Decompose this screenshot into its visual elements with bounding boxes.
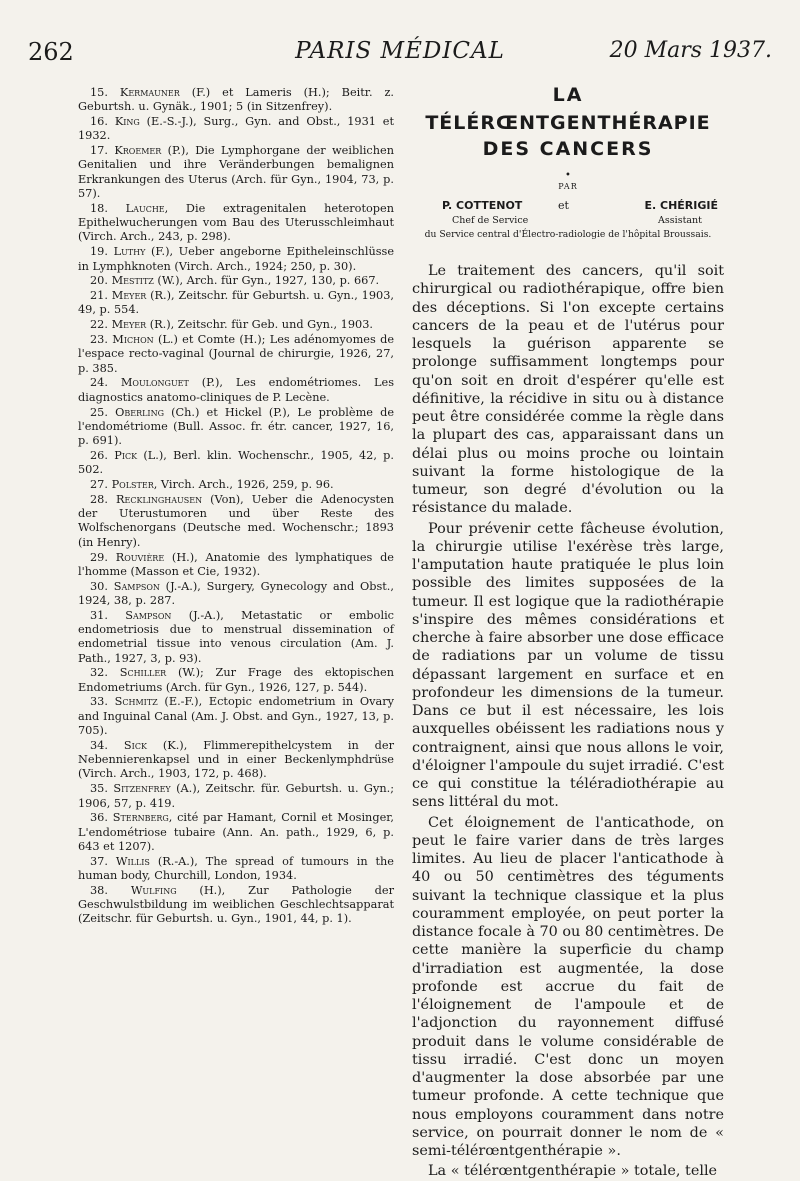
- article-column: [412, 84, 724, 1181]
- reference-number: 28.: [90, 492, 108, 506]
- reference-author: Meyer: [111, 318, 147, 332]
- reference-text: (Von), Ueber die Adenocysten der Uterustumoren und über Reste des Wolfschenorgans (Deutsche med. Wochenschr.; 1893 (in Henry).: [78, 492, 395, 549]
- reference-number: 30.: [90, 579, 108, 593]
- reference-text: (J.-A.), Surgery, Gynecology and Obst., 1924, 38, p. 287.: [78, 579, 394, 607]
- reference-author: Sternberg: [112, 811, 169, 825]
- reference-number: 24.: [90, 376, 108, 390]
- reference-text: , cité par Hamant, Cornil et Mosinger, L'endométriose tubaire (Ann. An. path., 1929, 6, p. 643 et 1207).: [78, 811, 395, 853]
- reference-number: 37.: [90, 854, 108, 868]
- paragraph: La « télérœntgenthérapie » totale, telle: [428, 1163, 718, 1180]
- reference-number: 22.: [90, 318, 108, 332]
- reference-item: [78, 289, 394, 318]
- paragraph: Le traitement des cancers, qu'il soit chirurgical ou radiothérapique, offre bien des déceptions. Si l'on excepte certains cancers de la peau et de l'utérus pour lesquels la guérison apparente se prolonge suffisamment longtemps pour qu'on soit en droit d'espérer qu'elle est définitive, la récidive in situ ou à distance peut être considérée comme la règle dans la plupart des cas, apparaissant dans un délai plus ou moins proche ou lointain suivant la forme histologique de la tumeur, son degré d'évolution ou la résistance du malade.: [412, 263, 724, 517]
- reference-item: [78, 86, 394, 115]
- reference-text: (P.), Die Lymphorgane der weiblichen Genitalien und ihre Veränderbungen bemalignen Erkrankungen des Uterus (Arch. für Gyn., 1904, 73, p. 57).: [78, 144, 394, 201]
- reference-author: Luthy: [113, 245, 146, 259]
- reference-author: Sampson: [113, 579, 160, 593]
- reference-item: [78, 739, 394, 782]
- reference-item: [78, 580, 394, 609]
- reference-author: Schmitz: [114, 695, 158, 709]
- reference-text: (E.-S.-J.), Surg., Gyn. and Obst., 1931 et 1932.: [78, 115, 395, 143]
- reference-author: Kermauner: [119, 86, 180, 99]
- reference-text: (P.), Les endométriomes. Les diagnostics anatomo-cliniques de P. Lecène.: [78, 376, 394, 404]
- issue-date: 20 Mars 1937.: [609, 38, 772, 63]
- reference-author: Moulonguet: [120, 376, 189, 390]
- reference-author: Recklinghausen: [116, 492, 203, 506]
- article-title-line2: TÉLÉRŒNTGENTHÉRAPIE: [425, 112, 711, 134]
- reference-number: 18.: [90, 201, 108, 215]
- page-number: 262: [28, 38, 74, 66]
- reference-author: Lauche: [125, 201, 165, 215]
- reference-item: [78, 376, 394, 405]
- reference-author: Schiller: [119, 666, 167, 680]
- reference-number: 19.: [90, 245, 108, 259]
- references-column: [78, 86, 394, 927]
- author-cherigie: E. CHÉRIGIÉ: [644, 199, 718, 212]
- reference-item: [78, 855, 394, 884]
- reference-author: Oberling: [115, 405, 164, 419]
- reference-number: 17.: [90, 144, 108, 158]
- reference-author: Meyer: [111, 289, 147, 303]
- reference-number: 15.: [90, 86, 108, 99]
- reference-text: (F.), Ueber angeborne Epitheleinschlüsse in Lymphknoten (Virch. Arch., 1924; 250, p. 30).: [78, 245, 395, 273]
- reference-number: 25.: [90, 405, 108, 419]
- reference-number: 32.: [90, 666, 108, 680]
- role-assistant: Assistant: [658, 215, 702, 226]
- reference-item: [78, 695, 394, 738]
- reference-author: Sick: [123, 738, 147, 752]
- reference-item: [78, 202, 394, 245]
- reference-item: [78, 115, 394, 144]
- separator-dot: •: [565, 170, 571, 181]
- reference-item: [78, 884, 394, 927]
- reference-number: 26.: [90, 448, 108, 462]
- reference-item: [78, 406, 394, 449]
- reference-number: 38.: [90, 883, 108, 897]
- author-cottenot: P. COTTENOT: [442, 199, 523, 212]
- author-conjunction: et: [558, 199, 569, 212]
- reference-number: 23.: [90, 333, 108, 347]
- reference-number: 33.: [90, 695, 108, 709]
- paragraph: Cet éloignement de l'anticathode, on peut le faire varier dans de très larges limites. Au lieu de placer l'anticathode à 40 ou 50 centimètres des téguments suivant la technique classique et la plus couramment employée, on peut porter la distance focale à 70 ou 80 centimètres. De cette manière la superficie du champ d'irradiation est augmentée, la dose profonde est accrue du fait de l'éloignement de l'ampoule et de l'adjonction du rayonnement diffusé produit dans le volume considérable de tissu irradié. C'est donc un moyen d'augmenter la dose absorbée par une tumeur profonde. A cette technique que nous employons couramment dans notre service, on pourrait donner le nom de « semi-télérœntgenthérapie ».: [412, 814, 724, 1159]
- reference-text: (Ch.) et Hickel (P.), Le problème de l'endométriome (Bull. Assoc. fr. étr. cancer, 1927, 16, p. 691).: [78, 405, 395, 448]
- reference-author: Michon: [112, 333, 154, 347]
- article-body: [412, 262, 724, 1181]
- reference-item: [78, 811, 394, 854]
- reference-author: Sitzenfrey: [113, 782, 171, 796]
- reference-text: (K.), Flimmerepithelcystem in der Nebennierenkapsel und in einer Beckenlymphdrüse (Virch. Arch., 1903, 172, p. 468).: [78, 738, 395, 781]
- reference-text: (R.), Zeitschr. für Geburtsh. u. Gyn., 1903, 49, p. 554.: [78, 289, 394, 317]
- reference-text: (L.) et Comte (H.); Les adénomyomes de l'espace recto-vaginal (Journal de chirurgie, 1926, 27, p. 385.: [78, 333, 395, 375]
- reference-text: (A.), Zeitschr. für. Geburtsh. u. Gyn.; 1906, 57, p. 419.: [78, 782, 394, 810]
- reference-text: (W.), Arch. für Gyn., 1927, 130, p. 667.: [153, 274, 380, 288]
- reference-text: (F.) et Lameris (H.); Beitr. z. Geburtsh. u. Gynäk., 1901; 5 (in Sitzenfrey).: [78, 86, 395, 114]
- reference-number: 21.: [90, 289, 108, 303]
- reference-item: [78, 666, 394, 695]
- author-roles: [412, 215, 724, 228]
- reference-text: (H.), Anatomie des lymphatiques de l'homme (Masson et Cie, 1932).: [78, 550, 394, 578]
- reference-author: Willis: [115, 854, 150, 868]
- reference-item: [78, 144, 394, 201]
- reference-text: (H.), Zur Pathologie der Geschwulstbildung im weiblichen Geschlechtsapparat (Zeitschr. für Geburtsh. u. Gyn., 1901, 44, p. 1).: [78, 883, 395, 926]
- reference-number: 36.: [90, 811, 108, 825]
- reference-text: (W.); Zur Frage des ektopischen Endometriums (Arch. für Gyn., 1926, 127, p. 544).: [78, 666, 394, 694]
- reference-item: [78, 551, 394, 580]
- reference-author: Wulfing: [130, 883, 177, 897]
- journal-title: PARIS MÉDICAL: [295, 38, 505, 64]
- reference-text: (R.-A.), The spread of tumours in the human body, Churchill, London, 1934.: [78, 854, 394, 883]
- reference-text: , Die extragenitalen heterotopen Epithelwucherungen vom Bau des Uterusschleimhaut (Virch. Arch., 243, p. 298).: [78, 201, 394, 244]
- reference-number: 20.: [90, 274, 108, 288]
- reference-item: [78, 449, 394, 478]
- reference-author: Polster: [111, 478, 154, 492]
- role-chef: Chef de Service: [452, 215, 529, 226]
- reference-text: (E.-F.), Ectopic endometrium in Ovary and Inguinal Canal (Am. J. Obst. and Gyn., 1927, 13, p. 705).: [78, 695, 394, 738]
- reference-text: (J.-A.), Metastatic or embolic endometriosis due to menstrual dissemination of endometrial tissue into venous circulation (Am. J. Path., 1927, 3, p. 93).: [78, 608, 395, 665]
- reference-item: [78, 333, 394, 376]
- reference-number: 27.: [90, 478, 108, 492]
- reference-item: [78, 245, 394, 274]
- reference-text: (R.), Zeitschr. für Geb. und Gyn., 1903.: [146, 318, 373, 332]
- author-line: [412, 199, 724, 215]
- reference-author: Mestitz: [111, 274, 154, 288]
- affiliation: du Service central d'Électro-radiologie de l'hôpital Broussais.: [424, 229, 712, 240]
- reference-number: 34.: [90, 738, 108, 752]
- reference-item: [78, 493, 394, 550]
- byline-par: PAR: [558, 182, 578, 191]
- reference-author: Pick: [114, 448, 138, 462]
- reference-item: [78, 274, 394, 288]
- reference-text: (L.), Berl. klin. Wochenschr., 1905, 42, p. 502.: [78, 448, 394, 477]
- reference-author: King: [114, 115, 140, 129]
- reference-item: [78, 782, 394, 811]
- reference-number: 31.: [90, 608, 108, 622]
- paragraph: Pour prévenir cette fâcheuse évolution, la chirurgie utilise l'exérèse très large, l'amputation haute pratiquée le plus loin possible des limites supposées de la tumeur. Il est logique que la radiothérapie s'inspire des mêmes considérations et cherche à faire absorber une dose efficace de radiations par un volume de tissu dépassant largement en surface et en profondeur les dimensions de la tumeur. Dans ce but il est nécessaire, les lois auxquelles obéissent les radiations nous y contraignent, ainsi que nous allons le voir, d'éloigner l'ampoule du sujet irradié. C'est ce qui constitue la téléradiothérapie au sens littéral du mot.: [412, 520, 724, 811]
- reference-item: [78, 478, 394, 492]
- reference-number: 35.: [90, 782, 108, 796]
- reference-item: [78, 609, 394, 666]
- reference-item: [78, 318, 394, 332]
- reference-author: Rouvière: [115, 550, 165, 564]
- page-header: [28, 38, 772, 78]
- reference-author: Kroemer: [114, 144, 162, 158]
- reference-author: Sampson: [125, 608, 172, 622]
- article-title-line3: DES CANCERS: [482, 138, 654, 160]
- reference-text: , Virch. Arch., 1926, 259, p. 96.: [153, 478, 334, 492]
- article-title-line1: LA: [552, 84, 584, 106]
- reference-number: 29.: [90, 550, 108, 564]
- reference-number: 16.: [90, 115, 108, 129]
